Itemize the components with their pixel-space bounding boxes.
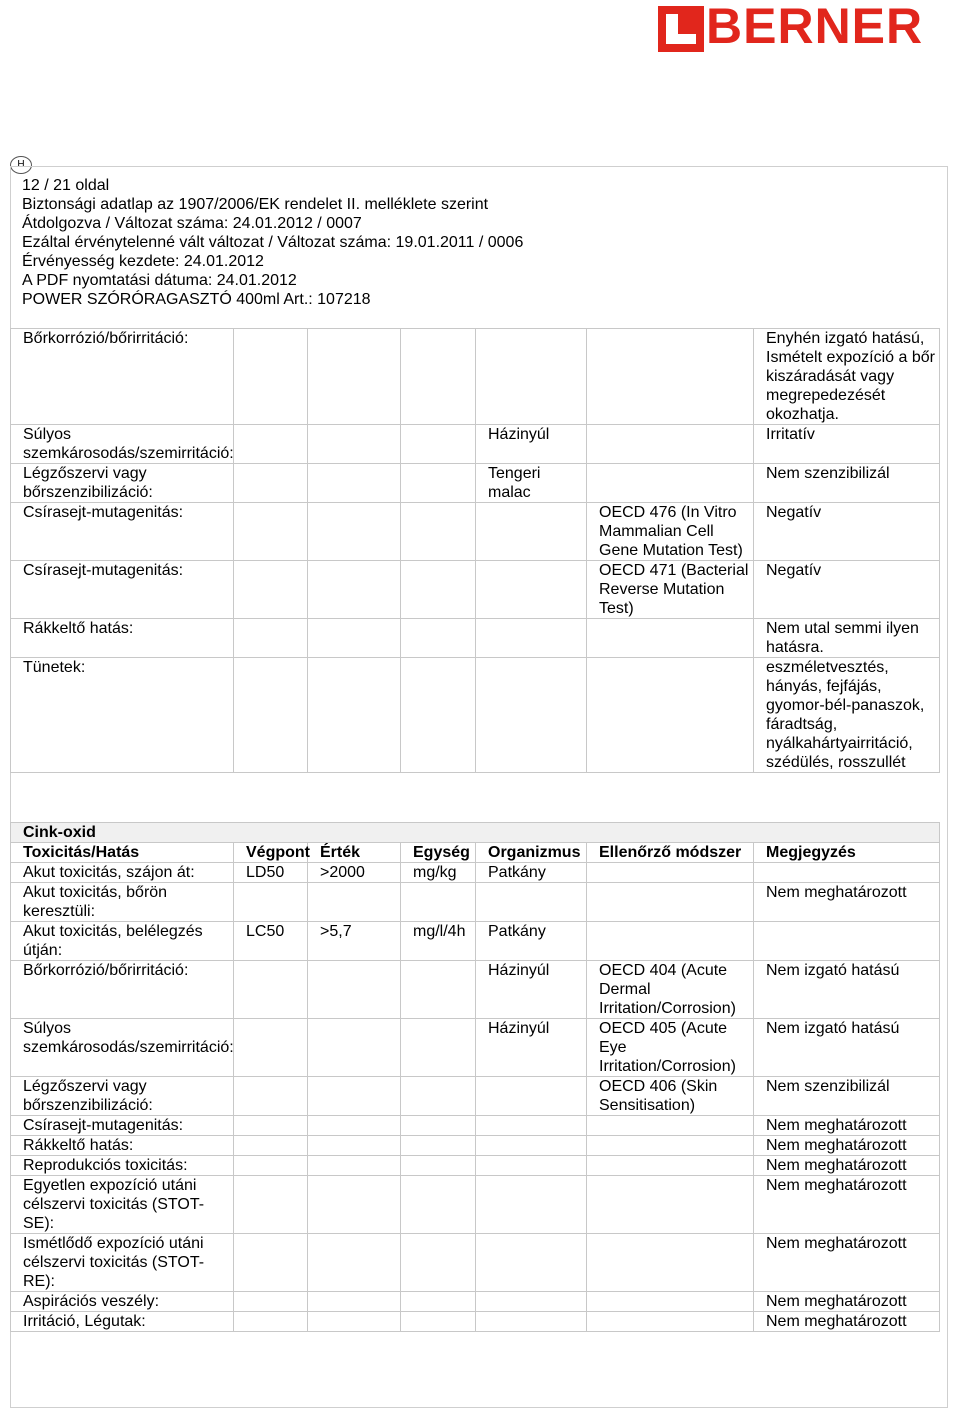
cell-effect: Akut toxicitás, bőrön keresztüli:: [11, 883, 234, 922]
cell-unit: [401, 329, 476, 425]
cell-value: [308, 619, 401, 658]
cell-endpoint: [234, 329, 308, 425]
superseded-line: Ezáltal érvénytelenné vált változat / Változat száma: 19.01.2011 / 0006: [22, 234, 524, 251]
table-row: [11, 1077, 940, 1116]
cell-value: [308, 503, 401, 561]
header-value: Érték: [308, 843, 401, 863]
cell-effect: Légzőszervi vagy bőrszenzibilizáció:: [11, 1077, 234, 1116]
cell-effect: Reprodukciós toxicitás:: [11, 1156, 234, 1176]
cell-endpoint: [234, 883, 308, 922]
cell-method: [587, 425, 754, 464]
berner-logo-text: BERNER: [706, 0, 924, 54]
cell-note: Nem meghatározott: [754, 1234, 940, 1292]
cell-endpoint: [234, 1077, 308, 1116]
cell-note: Nem izgató hatású: [754, 961, 940, 1019]
table-row: [11, 1116, 940, 1136]
cell-unit: [401, 425, 476, 464]
cell-note: Nem meghatározott: [754, 1176, 940, 1234]
cell-endpoint: [234, 503, 308, 561]
cell-organism: Házinyúl: [476, 425, 587, 464]
cell-effect: Csírasejt-mutagenitás:: [11, 561, 234, 619]
cell-note: eszméletvesztés, hányás, fejfájás, gyomor-bél-panaszok, fáradtság, nyálkahártyairritáció, szédülés, rosszullét: [754, 658, 940, 773]
validity-line: Érvényesség kezdete: 24.01.2012: [22, 253, 264, 270]
table-row: [11, 922, 940, 961]
cell-effect: Rákkeltő hatás:: [11, 619, 234, 658]
header-effect: Toxicitás/Hatás: [11, 843, 234, 863]
cell-organism: [476, 1292, 587, 1312]
cell-method: [587, 863, 754, 883]
cell-organism: Patkány: [476, 863, 587, 883]
cell-unit: [401, 464, 476, 503]
cell-value: [308, 329, 401, 425]
cell-method: [587, 464, 754, 503]
cell-endpoint: [234, 658, 308, 773]
cell-value: [308, 464, 401, 503]
cell-method: OECD 406 (Skin Sensitisation): [587, 1077, 754, 1116]
cell-organism: [476, 329, 587, 425]
cell-value: [308, 961, 401, 1019]
cell-endpoint: LC50: [234, 922, 308, 961]
cell-effect: Súlyos szemkárosodás/szemirritáció:: [11, 1019, 234, 1077]
cell-value: >5,7: [308, 922, 401, 961]
cell-note: Nem meghatározott: [754, 1292, 940, 1312]
table-row: [11, 1019, 940, 1077]
table-header-row: [11, 843, 940, 863]
cell-unit: [401, 883, 476, 922]
cell-endpoint: [234, 1234, 308, 1292]
cell-method: OECD 476 (In Vitro Mammalian Cell Gene Mutation Test): [587, 503, 754, 561]
cell-note: Enyhén izgató hatású, Ismételt expozíció a bőr kiszáradását vagy megrepedezését okozhatja.: [754, 329, 940, 425]
cell-effect: Egyetlen expozíció utáni célszervi toxicitás (STOT-SE):: [11, 1176, 234, 1234]
cell-effect: Légzőszervi vagy bőrszenzibilizáció:: [11, 464, 234, 503]
cell-method: [587, 1234, 754, 1292]
table-row: [11, 561, 940, 619]
cell-value: [308, 658, 401, 773]
table-row: [11, 658, 940, 773]
cell-unit: [401, 1156, 476, 1176]
table-row: [11, 1234, 940, 1292]
toxicity-table-continued: [10, 328, 940, 773]
cell-note: [754, 922, 940, 961]
cell-value: [308, 1156, 401, 1176]
cell-note: Nem meghatározott: [754, 1156, 940, 1176]
table-row: [11, 1136, 940, 1156]
cell-method: OECD 405 (Acute Eye Irritation/Corrosion): [587, 1019, 754, 1077]
table-row: [11, 1156, 940, 1176]
cell-endpoint: [234, 464, 308, 503]
page-number: 12 / 21 oldal: [22, 177, 110, 194]
table-row: [11, 464, 940, 503]
cell-organism: [476, 619, 587, 658]
cell-effect: Ismétlődő expozíció utáni célszervi toxicitás (STOT-RE):: [11, 1234, 234, 1292]
cell-unit: [401, 1019, 476, 1077]
cell-organism: Tengeri malac: [476, 464, 587, 503]
cell-unit: mg/kg: [401, 863, 476, 883]
cell-endpoint: [234, 1136, 308, 1156]
cell-method: [587, 619, 754, 658]
cell-endpoint: [234, 561, 308, 619]
zinc-oxide-toxicity-table: [10, 822, 940, 1332]
cell-unit: [401, 1234, 476, 1292]
table-row: [11, 961, 940, 1019]
document-header: [22, 176, 523, 309]
cell-organism: [476, 658, 587, 773]
cell-method: [587, 1312, 754, 1332]
cell-effect: Súlyos szemkárosodás/szemirritáció:: [11, 425, 234, 464]
table-row: [11, 425, 940, 464]
table-row: [11, 329, 940, 425]
cell-endpoint: [234, 425, 308, 464]
header-method: Ellenőrző módszer: [587, 843, 754, 863]
cell-effect: Bőrkorrózió/bőrirritáció:: [11, 329, 234, 425]
cell-value: [308, 1234, 401, 1292]
cell-organism: [476, 503, 587, 561]
cell-note: Negatív: [754, 503, 940, 561]
cell-value: [308, 425, 401, 464]
cell-value: >2000: [308, 863, 401, 883]
cell-note: Nem meghatározott: [754, 1312, 940, 1332]
table-row: [11, 503, 940, 561]
cell-value: [308, 1176, 401, 1234]
cell-organism: [476, 1176, 587, 1234]
header-organism: Organizmus: [476, 843, 587, 863]
cell-value: [308, 561, 401, 619]
table-row: [11, 619, 940, 658]
substance-name: Cink-oxid: [11, 823, 940, 843]
cell-organism: Patkány: [476, 922, 587, 961]
cell-method: [587, 922, 754, 961]
cell-effect: Aspirációs veszély:: [11, 1292, 234, 1312]
cell-unit: [401, 1136, 476, 1156]
cell-value: [308, 883, 401, 922]
cell-endpoint: [234, 619, 308, 658]
cell-note: Nem meghatározott: [754, 1116, 940, 1136]
cell-organism: [476, 561, 587, 619]
cell-note: Nem meghatározott: [754, 883, 940, 922]
cell-effect: Rákkeltő hatás:: [11, 1136, 234, 1156]
cell-unit: [401, 1176, 476, 1234]
regulation-line: Biztonsági adatlap az 1907/2006/EK rendelet II. melléklete szerint: [22, 196, 489, 213]
cell-unit: mg/l/4h: [401, 922, 476, 961]
cell-endpoint: [234, 1176, 308, 1234]
cell-method: [587, 1116, 754, 1136]
cell-unit: [401, 658, 476, 773]
cell-effect: Akut toxicitás, szájon át:: [11, 863, 234, 883]
cell-method: [587, 1156, 754, 1176]
cell-effect: Irritáció, Légutak:: [11, 1312, 234, 1332]
table-row: [11, 1292, 940, 1312]
table-row: [11, 1312, 940, 1332]
table-row: [11, 1176, 940, 1234]
cell-effect: Csírasejt-mutagenitás:: [11, 503, 234, 561]
cell-method: [587, 658, 754, 773]
cell-value: [308, 1116, 401, 1136]
cell-method: [587, 1292, 754, 1312]
cell-endpoint: [234, 1292, 308, 1312]
berner-logo-mark: [658, 6, 704, 52]
cell-endpoint: [234, 1156, 308, 1176]
cell-unit: [401, 619, 476, 658]
cell-note: Nem meghatározott: [754, 1136, 940, 1156]
cell-unit: [401, 961, 476, 1019]
cell-value: [308, 1312, 401, 1332]
cell-endpoint: [234, 961, 308, 1019]
cell-organism: [476, 1312, 587, 1332]
cell-organism: Házinyúl: [476, 961, 587, 1019]
cell-method: [587, 1176, 754, 1234]
cell-organism: Házinyúl: [476, 1019, 587, 1077]
cell-effect: Csírasejt-mutagenitás:: [11, 1116, 234, 1136]
cell-endpoint: [234, 1312, 308, 1332]
cell-note: Irritatív: [754, 425, 940, 464]
header-unit: Egység: [401, 843, 476, 863]
print-date-line: A PDF nyomtatási dátuma: 24.01.2012: [22, 272, 297, 289]
cell-note: Nem szenzibilizál: [754, 1077, 940, 1116]
product-line: POWER SZÓRÓRAGASZTÓ 400ml Art.: 107218: [22, 291, 371, 308]
cell-value: [308, 1292, 401, 1312]
cell-unit: [401, 1292, 476, 1312]
cell-unit: [401, 503, 476, 561]
cell-organism: [476, 1116, 587, 1136]
cell-endpoint: [234, 1116, 308, 1136]
header-note: Megjegyzés: [754, 843, 940, 863]
cell-unit: [401, 1116, 476, 1136]
cell-note: Nem szenzibilizál: [754, 464, 940, 503]
cell-effect: Tünetek:: [11, 658, 234, 773]
revision-line: Átdolgozva / Változat száma: 24.01.2012 / 0007: [22, 215, 362, 232]
cell-unit: [401, 561, 476, 619]
cell-note: Nem utal semmi ilyen hatásra.: [754, 619, 940, 658]
cell-note: Negatív: [754, 561, 940, 619]
cell-value: [308, 1136, 401, 1156]
cell-value: [308, 1077, 401, 1116]
cell-value: [308, 1019, 401, 1077]
cell-method: [587, 883, 754, 922]
cell-effect: Akut toxicitás, belélegzés útján:: [11, 922, 234, 961]
cell-effect: Bőrkorrózió/bőrirritáció:: [11, 961, 234, 1019]
cell-organism: [476, 1136, 587, 1156]
cell-unit: [401, 1312, 476, 1332]
language-badge: H: [10, 156, 32, 174]
cell-organism: [476, 883, 587, 922]
cell-organism: [476, 1156, 587, 1176]
cell-note: Nem izgató hatású: [754, 1019, 940, 1077]
cell-method: OECD 404 (Acute Dermal Irritation/Corrosion): [587, 961, 754, 1019]
cell-method: OECD 471 (Bacterial Reverse Mutation Test): [587, 561, 754, 619]
cell-organism: [476, 1077, 587, 1116]
cell-note: [754, 863, 940, 883]
table-row: [11, 863, 940, 883]
table-row: [11, 883, 940, 922]
header-endpoint: Végpont: [234, 843, 308, 863]
cell-method: [587, 329, 754, 425]
cell-unit: [401, 1077, 476, 1116]
cell-organism: [476, 1234, 587, 1292]
cell-method: [587, 1136, 754, 1156]
cell-endpoint: LD50: [234, 863, 308, 883]
cell-endpoint: [234, 1019, 308, 1077]
